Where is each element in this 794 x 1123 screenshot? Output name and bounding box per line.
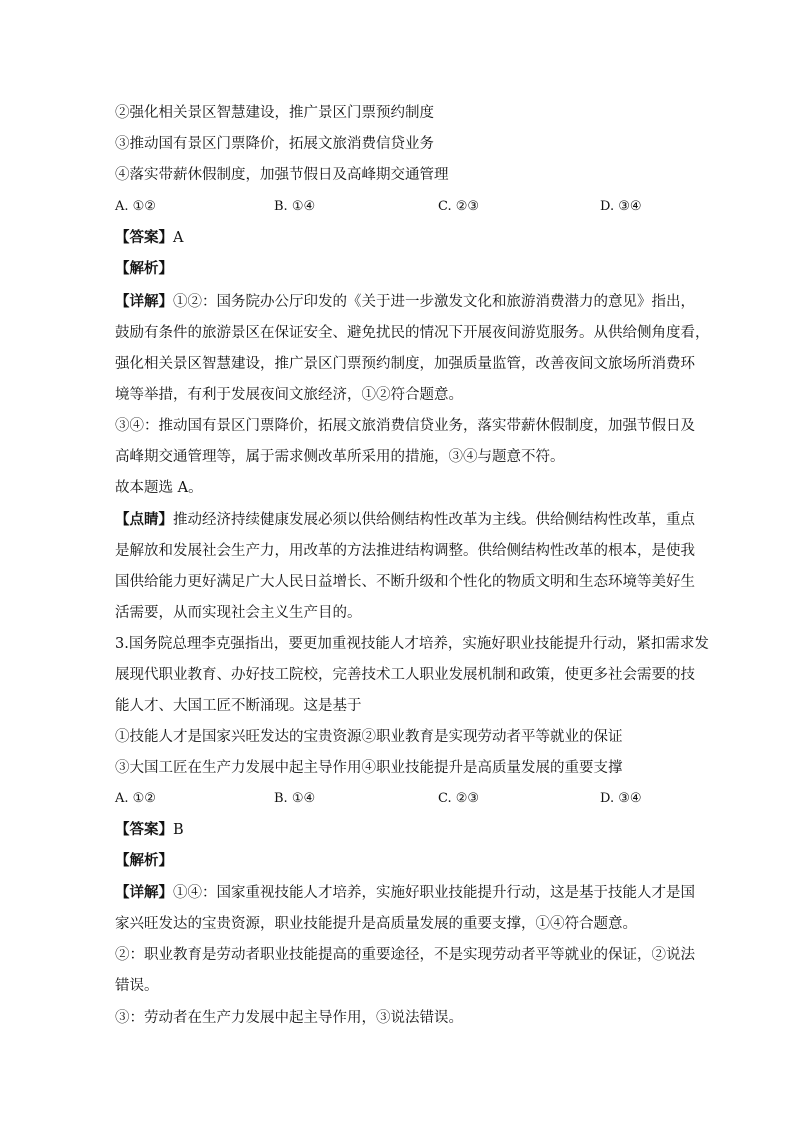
q2-item-4: ④落实带薪休假制度，加强节假日及高峰期交通管理 [115, 167, 449, 183]
answer-tag: 【答案】 [115, 229, 173, 246]
q2-option-c: C. ②③ [438, 199, 480, 214]
q2-pointer-line: 活需要，从而实现社会主义生产目的。 [115, 605, 362, 621]
q2-pointer-line: 国供给能力更好满足广大人民日益增长、不断升级和个性化的物质文明和生态环境等美好生 [115, 574, 695, 590]
answer-value: A [173, 230, 184, 246]
q3-option-d: D. ③④ [600, 791, 642, 806]
pointer-tag: 【点睛】 [115, 511, 173, 528]
pointer-text: 推动经济持续健康发展必须以供给侧结构性改革为主线。供给侧结构性改革，重点 [173, 512, 695, 528]
q2-pointer-line [115, 511, 695, 529]
q3-stem-line: 展现代职业教育、办好技工院校，完善技术工人职业发展机制和政策，使更多社会需要的技 [115, 667, 695, 683]
q2-detail-line: 高峰期交通管理等，属于需求侧改革所采用的措施，③④与题意不符。 [115, 449, 565, 465]
q2-detail-line: 鼓励有条件的旅游景区在保证安全、避免扰民的情况下开展夜间游览服务。从供给侧角度看， [115, 325, 710, 341]
q3-statement-line: ③大国工匠在生产力发展中起主导作用④职业技能提升是高质量发展的重要支撑 [115, 760, 623, 776]
q2-detail-line: 强化相关景区智慧建设，推广景区门票预约制度，加强质量监管，改善夜间文旅场所消费环 [115, 356, 695, 372]
answer-value: B [173, 822, 184, 838]
q3-option-a: A. ①② [115, 791, 156, 806]
q2-analysis-tag: 【解析】 [115, 260, 173, 277]
q3-statement-line: ①技能人才是国家兴旺发达的宝贵资源②职业教育是实现劳动者平等就业的保证 [115, 729, 623, 745]
q3-detail-line: ②：职业教育是劳动者职业技能提高的重要途径，不是实现劳动者平等就业的保证，②说法 [115, 947, 695, 963]
q2-pointer-line: 是解放和发展社会生产力，用改革的方法推进结构调整。供给侧结构性改革的根本，是使我 [115, 543, 695, 559]
q3-stem-line: 能人才、大国工匠不断涌现。这是基于 [115, 698, 362, 714]
detail-tag: 【详解】 [115, 293, 173, 310]
q2-item-3: ③推动国有景区门票降价，拓展文旅消费信贷业务 [115, 136, 434, 152]
q2-answer [115, 229, 183, 247]
q3-stem-line: 3.国务院总理李克强指出，要更加重视技能人才培养，实施好职业技能提升行动，紧扣需求发 [115, 636, 709, 652]
q2-detail-line: 境等举措，有利于发展夜间文旅经济，①②符合题意。 [115, 387, 463, 403]
q3-analysis-tag: 【解析】 [115, 852, 173, 869]
q3-option-b: B. ①④ [274, 791, 316, 806]
detail-text: ①②：国务院办公厅印发的《关于进一步激发文化和旅游消费潜力的意见》指出， [173, 294, 695, 310]
q3-detail-line [115, 884, 695, 902]
q3-detail-line: 家兴旺发达的宝贵资源，职业技能提升是高质量发展的重要支撑，①④符合题意。 [115, 916, 637, 932]
q3-detail-line: ③：劳动者在生产力发展中起主导作用，③说法错误。 [115, 1010, 463, 1026]
detail-tag: 【详解】 [115, 884, 173, 901]
q2-option-b: B. ①④ [274, 199, 316, 214]
q2-conclusion: 故本题选 A。 [115, 480, 203, 496]
q2-detail-line: ③④：推动国有景区门票降价，拓展文旅消费信贷业务，落实带薪休假制度，加强节假日及 [115, 418, 695, 434]
q3-answer [115, 821, 184, 839]
q2-item-2: ②强化相关景区智慧建设，推广景区门票预约制度 [115, 105, 434, 121]
q2-detail-line [115, 293, 695, 311]
q2-option-a: A. ①② [115, 199, 156, 214]
detail-text: ①④：国家重视技能人才培养，实施好职业技能提升行动，这是基于技能人才是国 [173, 885, 695, 901]
q2-option-d: D. ③④ [600, 199, 642, 214]
q3-detail-line: 错误。 [115, 978, 159, 994]
q3-option-c: C. ②③ [438, 791, 480, 806]
answer-tag: 【答案】 [115, 821, 173, 838]
